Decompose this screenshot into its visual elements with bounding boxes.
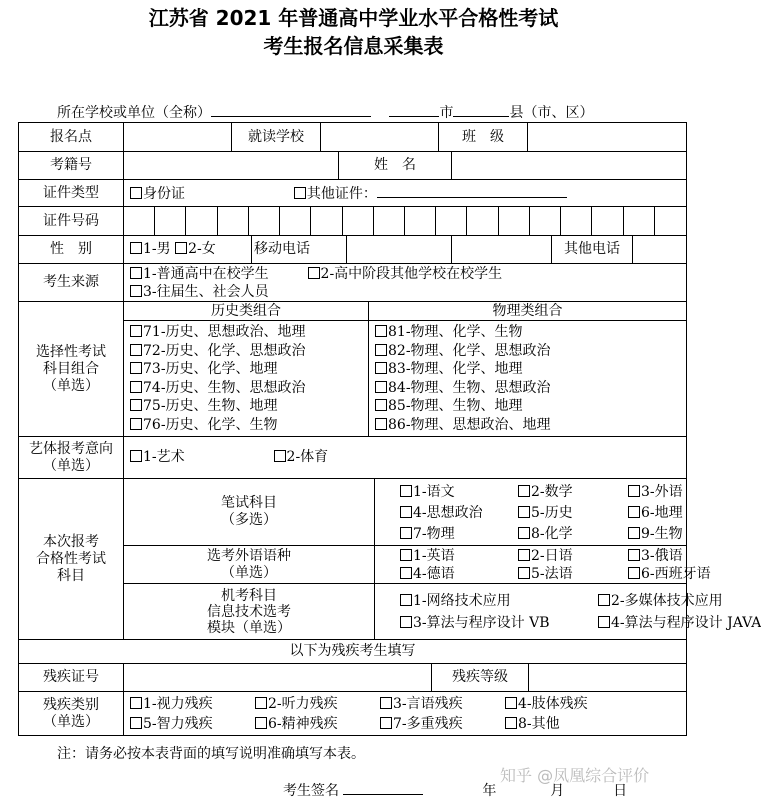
source-current-checkbox[interactable] [130,267,142,279]
other-id-field[interactable] [377,183,567,198]
written-label-line2: （多选） [221,512,277,528]
physics-option-checkbox[interactable] [375,381,387,393]
physics-option-label: 86-物理、思想政治、地理 [388,416,551,433]
school-label: 所在学校或单位（全称） [57,105,211,121]
history-header: 历史类组合 [124,302,369,321]
class-label: 班 级 [439,123,528,151]
physics-option-label: 82-物理、化学、思想政治 [388,342,551,359]
id-number-boxes[interactable] [124,207,686,235]
language-option-checkbox[interactable] [628,549,640,561]
id-digit-box[interactable] [311,207,342,235]
disabled-type-option [255,714,380,734]
history-options [124,321,369,436]
female-option: 2-女 [188,241,216,257]
subjects-label [19,479,124,640]
id-card-checkbox[interactable] [130,187,142,199]
it-option [598,612,761,634]
mobile-field[interactable] [347,236,452,263]
history-option [130,323,368,342]
form-title: 江苏省 2021 年普通高中学业水平合格性考试 [148,6,559,30]
art-option: 1-艺术 [143,449,185,465]
id-card-option: 身份证 [143,186,185,202]
written-option [628,524,686,545]
elective-label-line3: （单选） [43,377,99,394]
subjects-label-line2: 合格性考试 [36,550,106,567]
written-option-label: 4-思想政治 [413,504,483,521]
it-option-label: 2-多媒体技术应用 [611,592,723,609]
disabled-type-label-line1: 残疾类别 [43,696,99,713]
id-digit-box[interactable] [592,207,623,235]
it-option-checkbox[interactable] [400,594,412,606]
physics-options [369,321,686,436]
report-point-field[interactable] [124,123,232,151]
it-option [400,590,598,612]
elective-label-line2: 科目组合 [43,360,99,377]
id-type-label: 证件类型 [19,180,124,207]
source-previous-option: 3-往届生、社会人员 [143,283,269,300]
disabled-type-option [505,694,686,714]
disabled-type-option-checkbox[interactable] [380,717,392,729]
it-option-label: 4-算法与程序设计 JAVA [611,614,761,631]
subjects-label-line1: 本次报考 [43,533,99,550]
language-option-label: 3-俄语 [641,547,683,564]
written-option [628,482,686,503]
history-option-checkbox[interactable] [130,362,142,374]
written-option-label: 1-语文 [413,483,455,500]
written-option-label: 5-历史 [531,504,573,521]
it-label-line1: 机考科目 [221,587,277,604]
source-other-school-checkbox[interactable] [308,267,320,279]
disabled-type-option-checkbox[interactable] [255,697,267,709]
disabled-type-label-line2: （单选） [43,713,99,730]
source-label: 考生来源 [19,264,124,302]
it-option-label: 1-网络技术应用 [413,592,511,609]
disabled-type-option-label: 8-其他 [518,715,560,732]
sport-option: 2-体育 [286,449,329,465]
written-option-label: 8-化学 [531,525,573,542]
city-label: 市 [439,105,454,121]
disabled-type-option [505,714,686,734]
written-option-checkbox[interactable] [518,527,530,539]
written-option-checkbox[interactable] [400,527,412,539]
it-label-line3: 模块（单选） [207,619,291,636]
it-label [124,584,375,640]
disabled-type-option-label: 3-言语残疾 [393,695,463,712]
physics-option-checkbox[interactable] [375,325,387,337]
physics-option-checkbox[interactable] [375,418,387,430]
school-attend-label: 就读学校 [232,123,321,151]
written-label-line1: 笔试科目 [221,495,277,511]
id-digit-box[interactable] [405,207,436,235]
arts-label-line1: 艺体报考意向 [29,440,113,457]
history-option-checkbox[interactable] [130,418,142,430]
disabled-type-option-label: 5-智力残疾 [143,715,213,732]
county-label: 县（市、区） [509,105,594,121]
lang-label [124,546,375,584]
male-option: 1-男 [143,241,171,257]
written-option-checkbox[interactable] [628,527,640,539]
disabled-type-option-label: 6-精神残疾 [268,715,338,732]
physics-option [375,397,686,416]
written-option-checkbox[interactable] [400,506,412,518]
id-digit-box[interactable] [124,207,155,235]
history-option [130,342,368,361]
disabled-type-label [19,692,124,736]
language-option-checkbox[interactable] [400,567,412,579]
written-label [124,479,375,546]
history-option-label: 76-历史、化学、生物 [143,416,278,433]
id-number-label: 证件号码 [19,207,124,236]
language-option [518,547,628,565]
written-option-checkbox[interactable] [628,506,640,518]
history-option-label: 71-历史、思想政治、地理 [143,324,306,340]
it-option-checkbox[interactable] [598,616,610,628]
language-option-checkbox[interactable] [518,567,530,579]
lang-label-line1: 选考外语语种 [207,547,291,564]
census-label: 考籍号 [19,152,124,180]
written-options [400,482,686,545]
id-digit-box[interactable] [624,207,655,235]
physics-option [375,360,686,379]
physics-option-label: 83-物理、化学、地理 [388,361,523,377]
disabled-type-option-checkbox[interactable] [255,717,267,729]
signature-field[interactable] [343,780,423,795]
disabled-type-option [130,714,255,734]
form-subtitle: 考生报名信息采集表 [263,34,444,58]
written-option-label: 7-物理 [413,525,455,542]
registration-table [18,122,761,736]
id-digit-box[interactable] [436,207,467,235]
history-option [130,379,368,398]
mobile-field-extra[interactable] [452,236,552,263]
signature-label: 考生签名 [283,783,339,799]
lang-label-line2: （单选） [221,564,277,581]
id-digit-box[interactable] [249,207,280,235]
id-digit-box[interactable] [280,207,311,235]
written-option-label: 9-生物 [641,525,683,542]
physics-option-checkbox[interactable] [375,362,387,374]
disabled-type-option-checkbox[interactable] [505,717,517,729]
id-digit-box[interactable] [530,207,561,235]
history-option-checkbox[interactable] [130,344,142,356]
it-options [400,590,761,634]
disabled-type-option [380,694,505,714]
history-option [130,360,368,379]
written-option-checkbox[interactable] [628,485,640,497]
arts-label [19,437,124,479]
physics-header: 物理类组合 [369,302,686,321]
history-option-label: 75-历史、生物、地理 [143,398,278,414]
disabled-header: 以下为残疾考生填写 [19,640,687,664]
disabled-type-options [130,694,686,734]
written-option-checkbox[interactable] [400,485,412,497]
history-option-label: 72-历史、化学、思想政治 [143,342,306,359]
source-current-option: 1-普通高中在校学生 [143,265,269,282]
disabled-level-field[interactable] [529,664,686,691]
written-option [400,503,518,524]
physics-option-label: 84-物理、生物、思想政治 [388,379,551,396]
written-option [518,503,628,524]
month-label: 月 [550,783,565,799]
disabled-type-option-checkbox[interactable] [505,697,517,709]
year-label: 年 [482,783,497,799]
sport-checkbox[interactable] [274,450,286,462]
disabled-type-option-label: 2-听力残疾 [268,695,338,712]
history-option-checkbox[interactable] [130,325,142,337]
female-checkbox[interactable] [175,242,187,254]
written-option [400,482,518,503]
written-option [518,524,628,545]
language-option-label: 1-英语 [413,547,455,564]
written-option-checkbox[interactable] [518,485,530,497]
it-option-checkbox[interactable] [598,594,610,606]
id-digit-box[interactable] [155,207,186,235]
class-field[interactable] [528,123,686,151]
it-option-checkbox[interactable] [400,616,412,628]
id-digit-box[interactable] [343,207,374,235]
id-digit-box[interactable] [655,207,686,235]
written-option-label: 3-外语 [641,483,683,500]
it-option-label: 3-算法与程序设计 VB [413,614,550,631]
language-option-checkbox[interactable] [518,549,530,561]
id-digit-box[interactable] [186,207,217,235]
disabled-type-option-checkbox[interactable] [130,697,142,709]
disabled-type-option-label: 1-视力残疾 [143,695,213,712]
physics-option [375,342,686,361]
disabled-type-option-checkbox[interactable] [130,717,142,729]
physics-option-checkbox[interactable] [375,344,387,356]
written-option [400,524,518,545]
gender-label: 性 别 [19,236,124,264]
history-option [130,416,368,435]
language-option [628,565,711,583]
physics-option-checkbox[interactable] [375,399,387,411]
other-phone-label: 其他电话 [552,236,633,263]
art-checkbox[interactable] [130,450,142,462]
disabled-cert-label: 残疾证号 [19,664,124,692]
note: 注：请务必按本表背面的填写说明准确填写本表。 [57,746,365,762]
disabled-type-option [255,694,380,714]
language-option-checkbox[interactable] [628,567,640,579]
source-previous-checkbox[interactable] [130,285,142,297]
name-label: 姓 名 [339,152,452,179]
physics-option [375,323,686,342]
it-label-line2: 信息技术选考 [207,603,291,620]
written-option-checkbox[interactable] [518,506,530,518]
it-option [598,590,761,612]
county-field[interactable] [453,102,509,117]
physics-option [375,416,686,435]
id-digit-box[interactable] [467,207,498,235]
it-option [400,612,598,634]
id-digit-box[interactable] [561,207,592,235]
subjects-label-line3: 科目 [57,567,85,584]
language-option-label: 5-法语 [531,565,573,582]
source-other-school-option: 2-高中阶段其他学校在校学生 [320,265,503,282]
disabled-type-option-checkbox[interactable] [380,697,392,709]
physics-option [375,379,686,398]
history-option-checkbox[interactable] [130,399,142,411]
language-option-checkbox[interactable] [400,549,412,561]
elective-label [19,302,124,437]
written-option [628,503,686,524]
report-point-label: 报名点 [19,123,124,152]
language-option [518,565,628,583]
id-digit-box[interactable] [218,207,249,235]
written-option-label: 6-地理 [641,504,683,521]
watermark: 知乎 @凤凰综合评价 [500,766,650,785]
language-option-label: 2-日语 [531,547,573,564]
id-digit-box[interactable] [499,207,530,235]
history-option-label: 73-历史、化学、地理 [143,361,278,377]
disabled-level-label: 残疾等级 [432,664,529,691]
school-field[interactable] [211,102,371,117]
arts-label-line2: （单选） [43,457,99,474]
language-option [400,547,518,565]
language-option-label: 6-西班牙语 [641,565,711,582]
other-phone-field[interactable] [633,236,686,263]
language-options [400,547,711,583]
male-checkbox[interactable] [130,242,142,254]
census-field[interactable] [124,152,339,179]
disabled-cert-field[interactable] [124,664,432,691]
language-option [628,547,711,565]
disabled-type-option [380,714,505,734]
name-field[interactable] [452,152,686,179]
school-attend-field[interactable] [321,123,439,151]
mobile-label: 移动电话 [252,236,347,263]
physics-option-label: 81-物理、化学、生物 [388,324,523,340]
disabled-type-option-label: 7-多重残疾 [393,715,463,732]
language-option [400,565,518,583]
id-digit-box[interactable] [374,207,405,235]
disabled-type-option-label: 4-肢体残疾 [518,695,588,712]
school-line [57,102,593,122]
written-option-label: 2-数学 [531,483,573,500]
history-option-label: 74-历史、生物、思想政治 [143,379,306,396]
physics-option-label: 85-物理、生物、地理 [388,398,523,414]
disabled-type-option [130,694,255,714]
history-option-checkbox[interactable] [130,381,142,393]
history-option [130,397,368,416]
other-id-option: 其他证件： [306,186,377,202]
elective-label-line1: 选择性考试 [36,343,106,360]
written-option [518,482,628,503]
day-label: 日 [613,783,628,799]
other-id-checkbox[interactable] [294,187,306,199]
language-option-label: 4-德语 [413,565,455,582]
city-field[interactable] [389,102,439,117]
